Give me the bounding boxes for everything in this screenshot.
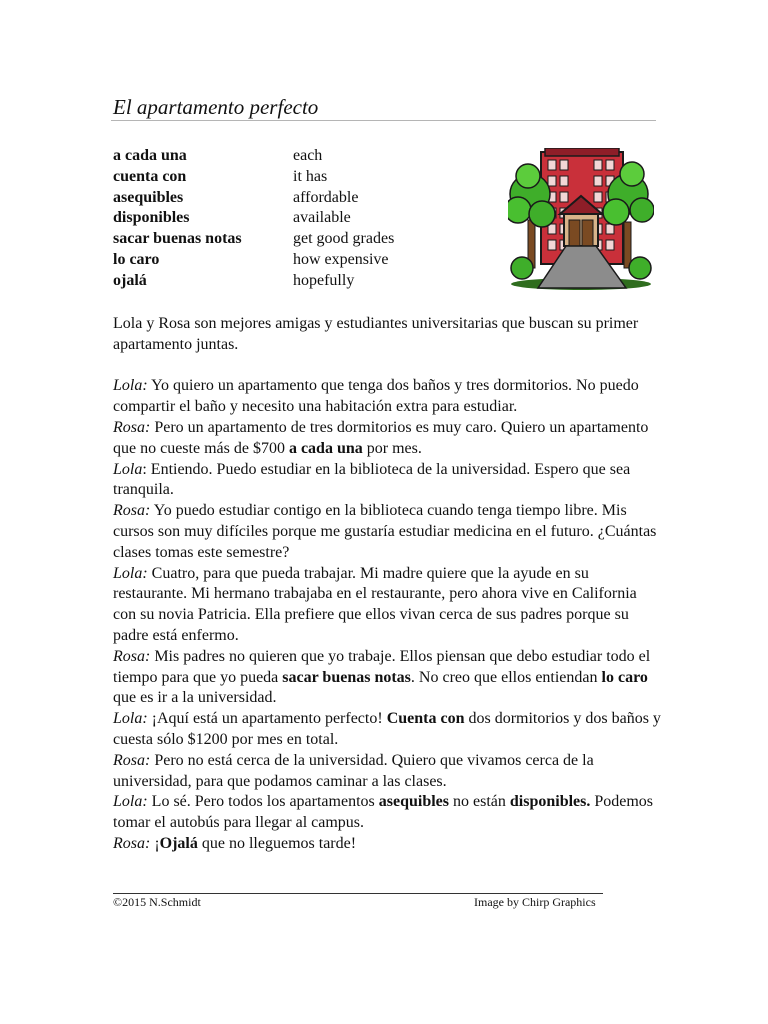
vocab-row <box>113 271 443 292</box>
speaker-name: Rosa: <box>113 834 151 852</box>
vocab-highlight: disponibles. <box>509 793 591 811</box>
dialogue-text: dos dormitorios y dos baños y cuesta sólo $1200 por mes en total. <box>113 710 661 748</box>
footer-divider <box>113 893 603 894</box>
window <box>606 240 614 250</box>
window <box>606 160 614 170</box>
vocab-definition: available <box>293 209 351 227</box>
vocab-definition: each <box>293 147 323 164</box>
vocabulary-list <box>113 146 443 292</box>
speaker-name: Lola: <box>113 793 148 811</box>
vocab-term: sacar buenas notas <box>113 230 242 248</box>
speaker-name: Lola: <box>113 564 148 582</box>
dialogue-text: Yo quiero un apartamento que tenga dos baños y tres dormitorios. No puedo compartir el baño y necesito una habitación extra para estudiar. <box>113 377 639 416</box>
vocab-highlight: a cada una <box>288 439 363 457</box>
vocab-row <box>113 167 443 188</box>
dialogue-line <box>113 834 661 855</box>
dialogue-line <box>113 751 661 793</box>
vocab-definition: it has <box>293 167 328 185</box>
door-left <box>569 220 580 246</box>
vocab-row <box>113 146 443 167</box>
reading-text <box>113 314 661 855</box>
window <box>594 176 602 186</box>
vocab-highlight: asequibles <box>378 793 449 811</box>
vocab-highlight: lo caro <box>601 668 648 686</box>
image-credit: Image by Chirp Graphics <box>474 895 596 909</box>
dialogue-text: . No creo que ellos entiendan <box>410 668 602 686</box>
dialogue-line <box>113 376 661 418</box>
dialogue-text: por mes. <box>362 439 422 457</box>
speaker-name: Rosa: <box>113 751 151 769</box>
dialogue-text: : Entiendo. Puedo estudiar en la biblioteca de la universidad. Espero que sea tranquila. <box>113 460 631 499</box>
vocab-definition: affordable <box>293 188 359 206</box>
vocab-definition: hopefully <box>293 271 355 289</box>
copyright-notice: ©2015 N.Schmidt <box>113 895 201 909</box>
window <box>606 224 614 234</box>
vocab-row <box>113 250 443 271</box>
vocab-term: cuenta con <box>113 167 187 185</box>
dialogue-line <box>113 418 661 460</box>
window <box>548 160 556 170</box>
vocab-definition: get good grades <box>293 230 395 248</box>
vocab-term: ojalá <box>113 271 147 289</box>
window <box>548 176 556 186</box>
building-top <box>545 148 619 156</box>
vocab-highlight: sacar buenas notas <box>282 668 411 686</box>
dialogue <box>113 376 661 854</box>
page-title: El apartamento perfecto <box>113 95 319 119</box>
speaker-name: Lola <box>113 460 143 478</box>
dialogue-text: ¡Aquí está un apartamento perfecto! <box>147 710 387 728</box>
dialogue-text: Yo puedo estudiar contigo en la biblioteca cuando tenga tiempo libre. Mis cursos son muy difíciles porque me gustaría estudiar medicina en el futuro. ¿Cuántas clases tomas este semestre? <box>113 502 657 561</box>
window <box>548 240 556 250</box>
dialogue-text: Podemos tomar el autobús para llegar al campus. <box>113 793 654 832</box>
title-divider <box>111 120 656 121</box>
intro-paragraph: Lola y Rosa son mejores amigas y estudiantes universitarias que buscan su primer apartamento juntas. <box>113 315 639 353</box>
dialogue-line <box>113 647 661 709</box>
vocab-row <box>113 208 443 229</box>
speaker-name: Rosa: <box>113 418 151 436</box>
vocab-term: asequibles <box>113 188 184 206</box>
dialogue-text: que es ir a la universidad. <box>113 689 277 707</box>
vocab-definition: how expensive <box>293 250 389 268</box>
speaker-name: Lola: <box>113 377 148 395</box>
dialogue-text: Mis padres no quieren que yo trabaje. Ellos piensan que debo estudiar todo el tiempo para que yo pueda <box>113 647 651 686</box>
speaker-name: Lola: <box>113 710 148 728</box>
window <box>560 192 568 202</box>
window <box>560 160 568 170</box>
window <box>594 160 602 170</box>
dialogue-text: Pero no está cerca de la universidad. Quiero que vivamos cerca de la universidad, para que podamos caminar a las clases. <box>113 751 594 790</box>
apartment-building-icon <box>508 148 654 290</box>
vocab-term: a cada una <box>113 147 187 164</box>
vocab-highlight: Cuenta con <box>386 710 465 728</box>
dialogue-line <box>113 709 661 751</box>
dialogue-text: no están <box>449 793 510 811</box>
dialogue-text: ¡ <box>150 834 160 852</box>
dialogue-line <box>113 501 661 563</box>
window <box>594 192 602 202</box>
dialogue-text: Lo sé. Pero todos los apartamentos <box>147 793 379 811</box>
dialogue-text: Pero un apartamento de tres dormitorios es muy caro. Quiero un apartamento que no cueste más de $700 <box>113 418 649 457</box>
vocab-row <box>113 229 443 250</box>
dialogue-line <box>113 564 661 647</box>
dialogue-line <box>113 792 661 834</box>
right-tree-trunk <box>624 222 631 268</box>
vocab-term: lo caro <box>113 250 160 268</box>
vocab-term: disponibles <box>113 209 190 227</box>
window <box>560 176 568 186</box>
dialogue-text: Cuatro, para que pueda trabajar. Mi madre quiere que la ayude en su restaurante. Mi hermano trabajaba en el restaurante, pero ahora vive en California con su novia Patricia. Ella prefiere que ellos vivan cerca de sus padres porque su padre está enfermo. <box>113 564 637 644</box>
dialogue-line <box>113 460 661 502</box>
vocab-row <box>113 188 443 209</box>
speaker-name: Rosa: <box>113 647 151 665</box>
door-right <box>582 220 593 246</box>
dialogue-text: que no lleguemos tarde! <box>197 834 357 852</box>
vocab-highlight: Ojalá <box>159 834 198 852</box>
speaker-name: Rosa: <box>113 502 151 520</box>
